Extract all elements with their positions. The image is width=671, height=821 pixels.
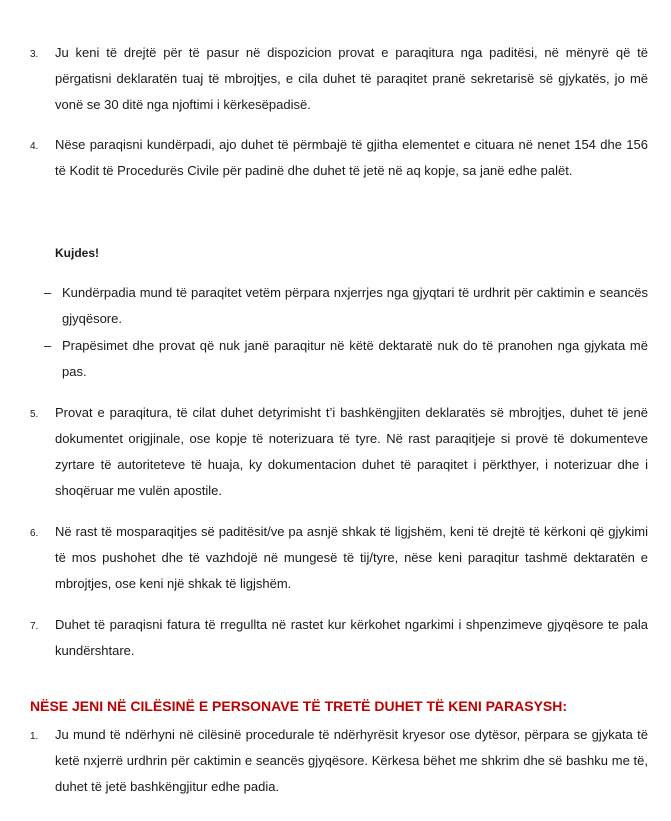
item-number: 1. bbox=[30, 731, 39, 742]
item-text: Provat e paraqitura, të cilat duhet detyrimisht t’i bashkëngjiten deklaratës së mbrojtjes, duhet të jenë dokumentet origjinale, ose kopje të noterizuara të tyre. Në rast paraqitjeje si provë të dokumenteve zyrtare të autoriteteve të huaja, ky dokumentacion duhet të paraqitet i përkthyer, i noterizuar dhe i shoqëruar me vulën apostile. bbox=[55, 405, 648, 498]
item-number: 3. bbox=[30, 49, 39, 60]
dash-icon: – bbox=[44, 285, 52, 300]
item-number: 5. bbox=[30, 409, 39, 420]
item-text: Duhet të paraqisni fatura të rregullta në rastet kur kërkohet ngarkimi i shpenzimeve gjyqësore te pala kundërshtare. bbox=[55, 617, 648, 658]
item-text: Nëse paraqisni kundërpadi, ajo duhet të përmbajë të gjitha elementet e cituara në nenet 154 dhe 156 të Kodit të Procedurës Civile për padinë dhe duhet të jetë në aq kopje, sa janë edhe palët. bbox=[55, 137, 648, 178]
item-text: Ju mund të ndërhyni në cilësinë procedurale të ndërhyrësit kryesor ose dytësor, përpara se gjykata të ketë nxjerrë urdhrin për caktimin e seancës gjyqësore. Kërkesa bëhet me shkrim dhe së bashku me të, duhet të jetë bashkëngjitur edhe padia. bbox=[55, 727, 648, 794]
item-number: 4. bbox=[30, 141, 39, 152]
dash-icon: – bbox=[44, 338, 52, 353]
bullet-text: Kundërpadia mund të paraqitet vetëm përpara nxjerrjes nga gjyqtari të urdhrit për caktimin e seancës gjyqësore. bbox=[62, 285, 648, 326]
bullet-text: Prapësimet dhe provat që nuk janë paraqitur në këtë dektaratë nuk do të pranohen nga gjykata më pas. bbox=[62, 338, 648, 379]
item-text: Në rast të mosparaqitjes së paditësit/ve pa asnjë shkak të ligjshëm, keni të drejtë të kërkoni që gjykimi të mos pushohet dhe të vazhdojë në mungesë të tij/tyre, nëse keni paraqitur tashmë dektaratën e mbrojtjes, ose keni një shkak të ligjshëm. bbox=[55, 524, 648, 591]
item-text: Ju keni të drejtë për të pasur në dispozicion provat e paraqitura nga paditësi, në mënyrë që të përgatisni deklaratën tuaj të mbrojtjes, e cila duhet të paraqitet pranë sekretarisë së gjykatës, jo më vonë se 30 ditë nga njoftimi i kërkesëpadisë. bbox=[55, 45, 648, 112]
item-number: 6. bbox=[30, 528, 39, 539]
section-heading: NËSE JENI NË CILËSINË E PERSONAVE TË TRETË DUHET TË KENI PARASYSH: bbox=[30, 698, 568, 714]
item-number: 7. bbox=[30, 621, 39, 632]
warning-title: Kujdes! bbox=[55, 246, 100, 260]
